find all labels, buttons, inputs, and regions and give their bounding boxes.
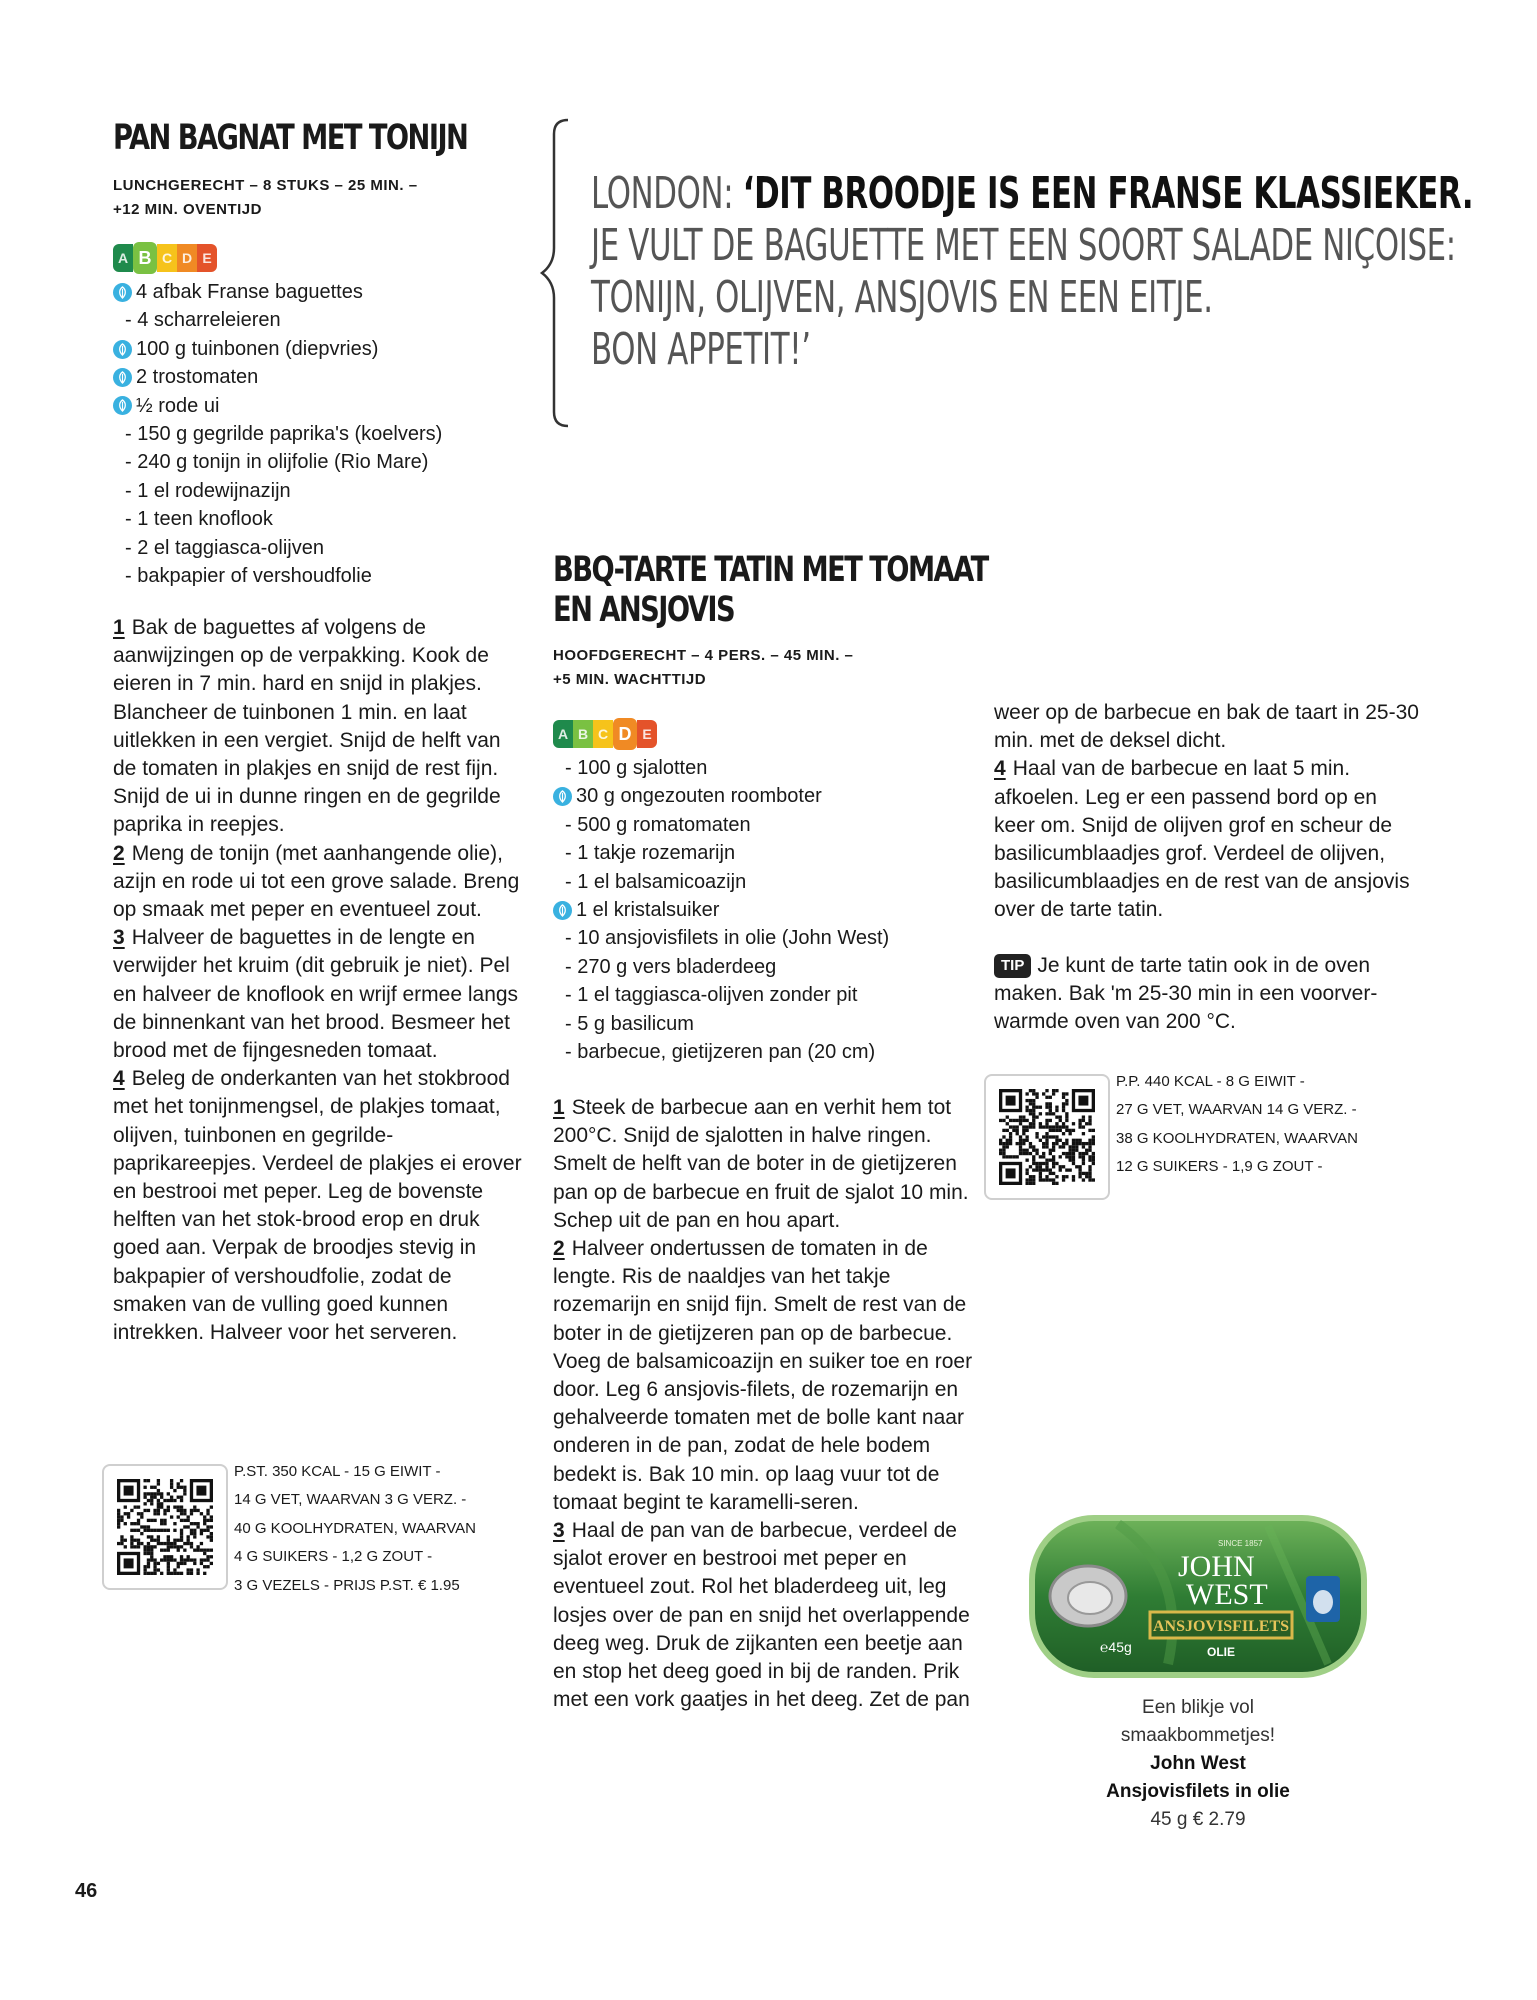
ingredient-text: - 500 g romatomaten (577, 813, 751, 836)
ingredient-text: - 270 g vers bladerdeeg (577, 955, 777, 978)
ingredient-item (113, 505, 442, 533)
quote-speaker: LONDON: (591, 168, 743, 219)
nutrition-line: 40 G KOOLHYDRATEN, WAARVAN (234, 1519, 476, 1537)
quote-block (591, 168, 1473, 376)
recipe2-nutrition (1116, 1068, 1358, 1182)
nutrition-line: P.ST. 350 KCAL - 15 G EIWIT - (234, 1463, 441, 1480)
recipe-step (113, 924, 523, 1065)
leaf-icon (113, 340, 132, 359)
step-number: 2 (113, 841, 125, 865)
can-sub: OLIE (1206, 1645, 1236, 1659)
recipe-step-continued: weer op de barbecue en bak de taart in 25-30 min. met de deksel dicht. (994, 701, 1419, 753)
ingredient-item (113, 420, 442, 448)
step-text: Halveer de baguettes in de lengte en verwijder het kruim (dit gebruik je niet). Pel en halveer de knoflook en wrijf ermee langs de binnenkant van het brood. Besmeer het brood met de fijngesneden tomaat. (113, 926, 519, 1063)
leaf-icon (553, 787, 572, 806)
can-since: SINCE 1857 (1218, 1539, 1263, 1548)
product-name: John West (1150, 1753, 1246, 1774)
nutrition-line: 12 G SUIKERS - 1,9 G ZOUT - (1116, 1158, 1323, 1176)
recipe2-steps-continued (994, 699, 1419, 925)
step-number: 4 (113, 1067, 125, 1091)
nutriscore-grade: C (593, 720, 613, 748)
ingredient-item (553, 924, 889, 952)
nutriscore-grade: D (177, 244, 197, 272)
ingredient-item (113, 392, 442, 420)
recipe1-nutriscore (113, 244, 217, 272)
ingredient-item (553, 782, 889, 810)
nutrition-line: 4 G SUIKERS - 1,2 G ZOUT - (234, 1548, 433, 1566)
recipe2-meta-line: HOOFDGERECHT – 4 PERS. – 45 MIN. – (553, 647, 854, 664)
leaf-icon (553, 901, 572, 920)
ingredient-text: - barbecue, gietijzeren pan (20 cm) (577, 1041, 876, 1064)
qr-code-icon (999, 1089, 1095, 1185)
can-brand-bottom: WEST (1186, 1578, 1268, 1611)
ingredient-item (113, 363, 442, 391)
step-number: 3 (553, 1519, 565, 1543)
nutriscore-grade: A (553, 720, 573, 748)
nutriscore-grade: D (613, 718, 637, 750)
leaf-icon (113, 283, 132, 302)
ingredient-text: 4 afbak Franse baguettes (136, 281, 363, 303)
leaf-icon (113, 396, 132, 415)
ingredient-text: ½ rode ui (136, 394, 220, 417)
ingredient-item (553, 1010, 889, 1038)
recipe1-meta-line: +12 MIN. OVENTIJD (113, 201, 262, 218)
quote-line: JE VULT DE BAGUETTE MET EEN SOORT SALADE NIÇOISE: (591, 220, 1456, 271)
step-number: 4 (994, 757, 1006, 781)
nutriscore-grade: E (197, 244, 217, 272)
step-text: Haal van de barbecue en laat 5 min. afkoelen. Leg er een passend bord op en keer om. Snijd de olijven grof en scheur de basilicumblaadjes grof. Verdeel de olijven, basilicumblaadjes en de rest van de ansjovis over de tarte tatin. (994, 757, 1410, 922)
ingredient-item (553, 868, 889, 896)
recipe2-steps (553, 1094, 973, 1714)
ingredient-item (113, 448, 442, 476)
recipe-step (553, 1517, 973, 1714)
ingredient-item (553, 1038, 889, 1066)
quote-line: BON APPETIT!’ (591, 324, 811, 375)
product-name: Ansjovisfilets in olie (1106, 1781, 1290, 1802)
nutriscore-grade: B (573, 720, 593, 748)
nutriscore-grade: B (133, 242, 157, 274)
nutriscore-grade: C (157, 244, 177, 272)
recipe1-meta-line: LUNCHGERECHT – 8 STUKS – 25 MIN. – (113, 177, 418, 194)
ingredient-text: 1 el kristalsuiker (576, 899, 720, 922)
step-number: 3 (113, 926, 125, 950)
recipe1-title: PAN BAGNAT MET TONIJN (113, 118, 468, 158)
recipe2-title-line: EN ANSJOVIS (553, 590, 735, 630)
ingredient-text: - 240 g tonijn in olijfolie (Rio Mare) (137, 451, 429, 474)
recipe2-tip (994, 952, 1419, 1037)
recipe2-meta (553, 644, 853, 692)
ingredient-item (113, 477, 442, 505)
product-tagline: Een blikje vol (1142, 1697, 1254, 1718)
nutrition-line: 27 G VET, WAARVAN 14 G VERZ. - (1116, 1101, 1357, 1119)
leaf-icon (113, 368, 132, 387)
ingredient-item (113, 562, 442, 590)
ingredient-text: - 100 g sjalotten (577, 757, 708, 779)
tip-text: Je kunt de tarte tatin ook in de oven maken. Bak 'm 25-30 min in een voorver-warmde oven van 200 °C. (994, 954, 1378, 1034)
ingredient-item (553, 896, 889, 924)
ingredient-item (553, 839, 889, 867)
nutrition-line: 14 G VET, WAARVAN 3 G VERZ. - (234, 1491, 467, 1509)
recipe2-title (553, 550, 988, 630)
ingredient-text: 2 trostomaten (136, 366, 259, 389)
recipe-step (553, 1235, 973, 1517)
recipe-step (113, 840, 523, 925)
product-tagline: smaakbommetjes! (1120, 1725, 1276, 1746)
ingredient-item (553, 811, 889, 839)
step-text: Halveer ondertussen de tomaten in de lengte. Ris de naaldjes van het takje rozemarijn en snijd fijn. Smelt de rest van de boter in de gietijzeren pan op de barbecue. Voeg de balsamicoazijn en suiker toe en roer door. Leg 6 ansjovis-filets, de rozemarijn en gehalveerde tomaten met de bolle kant naar onderen in de pan, zodat de hele bodem bedekt is. Bak 10 min. op laag vuur tot de tomaat begint te karamelli-seren. (553, 1237, 973, 1514)
step-text: Haal de pan van de barbecue, verdeel de sjalot erover en bestrooi met peper en eventueel zout. Rol het bladerdeeg uit, leg losjes over de pan en snijd het overlappende deeg weg. Druk de zijkanten een beetje aan en stop het deeg goed in bij de randen. Prik met een vork gaatjes in het deeg. Zet de pan (553, 1519, 970, 1712)
ingredient-text: - 1 el rodewijnazijn (137, 479, 291, 502)
ingredient-text: 30 g ongezouten roomboter (576, 785, 822, 808)
recipe-step (113, 1065, 523, 1347)
step-text: Bak de baguettes af volgens de aanwijzingen op de verpakking. Kook de eieren in 7 min. hard en snijd in plakjes. Blancheer de tuinbonen 1 min. en laat uitlekken in een vergiet. Snijd de helft van de tomaten in plakjes en snijd de rest fijn. Snijd de ui in dunne ringen en de gegrilde paprika in reepjes. (113, 616, 501, 837)
ingredient-item (553, 981, 889, 1009)
ingredient-text: - 1 teen knoflook (137, 508, 273, 531)
ingredient-item (113, 335, 442, 363)
recipe2-ingredient-list (553, 754, 889, 1066)
recipe1-ingredient-list (113, 278, 442, 590)
quote-brace (538, 118, 574, 428)
ingredient-text: - 4 scharreleieren (137, 309, 281, 332)
step-text: Beleg de onderkanten van het stokbrood met het tonijnmengsel, de plakjes tomaat, olijven, tuinbonen en gegrilde-paprikareepjes. Verdeel de plakjes ei erover en bestrooi met peper. Leg de bovenste helften van het stok-brood erop en druk goed aan. Verpak de broodjes stevig in bakpapier of vershoudfolie, zodat de smaken van de vulling goed kunnen intrekken. Halveer voor het serveren. (113, 1067, 522, 1345)
recipe-step (994, 755, 1419, 924)
ingredient-text: - 1 el balsamicoazijn (577, 870, 747, 893)
product-price: 45 g € 2.79 (1150, 1809, 1246, 1830)
ingredient-item (553, 754, 889, 782)
recipe2-title-line: BBQ-TARTE TATIN MET TOMAAT (553, 550, 988, 590)
step-number: 2 (553, 1237, 565, 1261)
product-can-image (1028, 1514, 1368, 1679)
ingredient-text: - 1 takje rozemarijn (577, 842, 736, 865)
nutrition-line: P.P. 440 KCAL - 8 G EIWIT - (1116, 1073, 1305, 1090)
ingredient-text: 100 g tuinbonen (diepvries) (136, 337, 379, 360)
ingredient-text: - 1 el taggiasca-olijven zonder pit (577, 984, 858, 1007)
ingredient-item (113, 534, 442, 562)
tip-badge: TIP (994, 954, 1031, 978)
can-label: ANSJOVISFILETS (1152, 1618, 1290, 1635)
ingredient-text: - bakpapier of vershoudfolie (137, 565, 372, 588)
can-brand-top: JOHN (1178, 1550, 1255, 1583)
quote-line: TONIJN, OLIJVEN, ANSJOVIS EN EEN EITJE. (591, 272, 1213, 323)
recipe1-qr-code[interactable] (102, 1464, 228, 1590)
ingredient-text: - 5 g basilicum (577, 1012, 694, 1035)
nutriscore-grade: A (113, 244, 133, 272)
step-number: 1 (553, 1096, 565, 1119)
page-number: 46 (75, 1880, 98, 1902)
step-text: Steek de barbecue aan en verhit hem tot 200°C. Snijd de sjalotten in halve ringen. Smelt de helft van de boter in de gietijzeren pan op de barbecue en fruit de sjalot 10 min. Schep uit de pan en hou apart. (553, 1096, 969, 1232)
ingredient-item (113, 306, 442, 334)
quote-headline: ‘DIT BROODJE IS EEN FRANSE KLASSIEKER. (742, 168, 1474, 219)
ingredient-item (553, 953, 889, 981)
nutriscore-grade: E (637, 720, 657, 748)
ingredient-item (113, 278, 442, 306)
recipe1-steps (113, 614, 523, 1347)
recipe1-meta (113, 174, 418, 222)
ingredient-text: - 10 ansjovisfilets in olie (John West) (577, 927, 890, 950)
can-weight: ℮45g (1100, 1639, 1132, 1655)
nutrition-line: 3 G VEZELS - PRIJS P.ST. € 1.95 (234, 1576, 460, 1594)
product-caption (1068, 1694, 1328, 1834)
recipe-step (113, 614, 523, 840)
recipe2-qr-code[interactable] (984, 1074, 1110, 1200)
nutrition-line: 38 G KOOLHYDRATEN, WAARVAN (1116, 1129, 1358, 1147)
recipe1-nutrition (234, 1458, 476, 1600)
recipe2-nutriscore (553, 720, 657, 748)
ingredient-text: - 150 g gegrilde paprika's (koelvers) (137, 423, 443, 446)
recipe-step (553, 1094, 973, 1235)
ingredient-text: - 2 el taggiasca-olijven (137, 536, 324, 559)
step-number: 1 (113, 616, 125, 639)
step-text: Meng de tonijn (met aanhangende olie), azijn en rode ui tot een grove salade. Breng op smaak met peper en eventueel zout. (113, 841, 520, 922)
qr-code-icon (117, 1479, 213, 1575)
recipe2-meta-line: +5 MIN. WACHTTIJD (553, 671, 707, 688)
